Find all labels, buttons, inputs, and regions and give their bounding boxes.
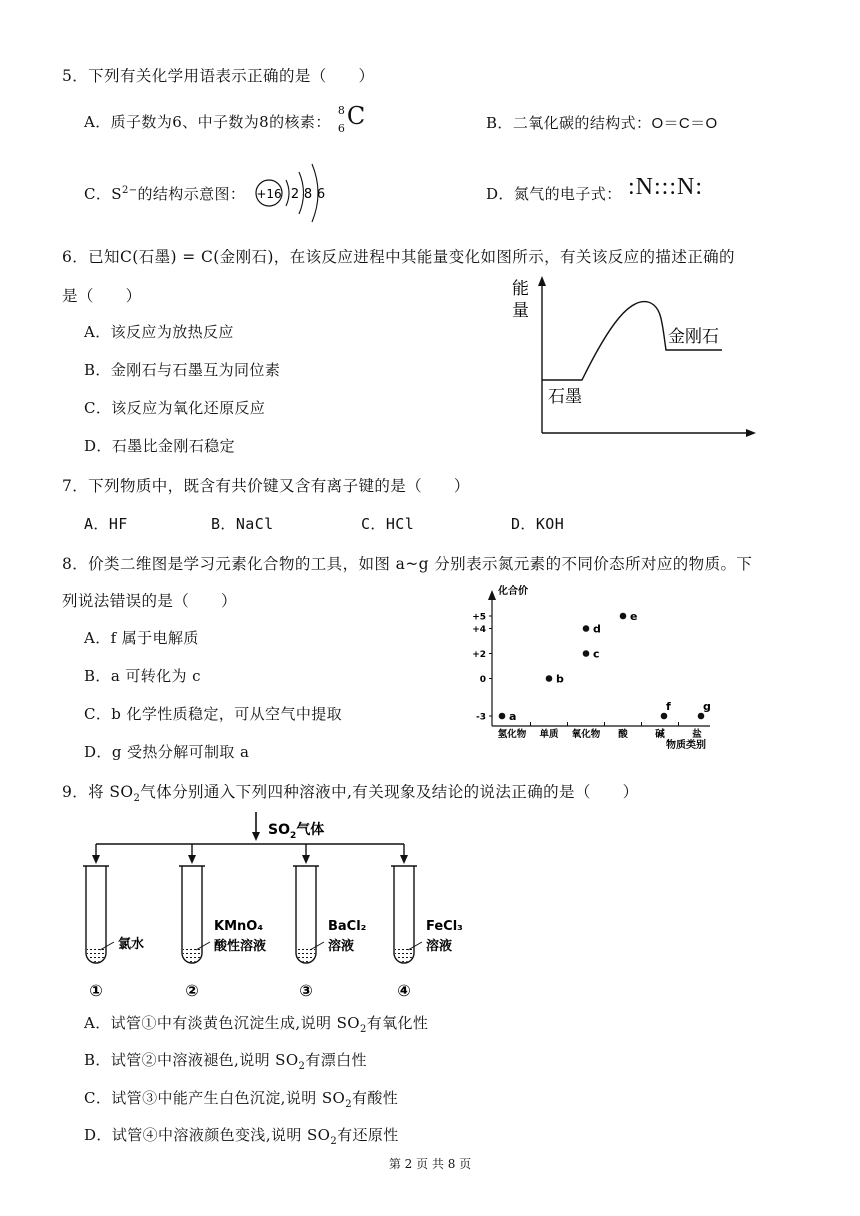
q6-option-b: B．金刚石与石墨互为同位素	[84, 361, 281, 379]
label-leader-line	[408, 942, 422, 950]
q9-option-b: B．试管②中溶液褪色,说明 $SO_2$有漂白性	[84, 1051, 367, 1072]
x-category-label: 氧化物	[571, 729, 601, 740]
q5-option-a-label: A．质子数为6、中子数为8的核素：	[84, 113, 331, 131]
mass-number: 8	[337, 104, 346, 117]
shell-electron-count-1: 2	[290, 187, 300, 202]
data-point-label-g: g	[703, 700, 711, 713]
q6-option-c: C．该反应为氧化还原反应	[84, 399, 266, 417]
q8-stem-line2: 列说法错误的是（ ）	[62, 592, 237, 610]
q7-option-b: B．NaCl	[211, 515, 274, 533]
q8-option-b: B．a 可转化为 c	[84, 667, 201, 685]
branch-arrow-icon	[92, 855, 100, 864]
y-tick-label: +4	[472, 625, 486, 635]
tube-reagent-line2: 溶液	[328, 939, 355, 954]
q5-option-c	[84, 183, 245, 204]
tube-reagent-line1: KMnO₄	[214, 919, 264, 934]
gas-inlet-arrow-icon	[252, 832, 260, 841]
label-leader-line	[100, 942, 114, 950]
q8-option-c: C．b 化学性质稳定，可从空气中提取	[84, 705, 343, 723]
tube-number: ④	[397, 981, 411, 1000]
data-point-label-d: d	[593, 622, 601, 636]
label-leader-line	[196, 942, 210, 950]
chart-x-label: 物质类别	[666, 740, 706, 751]
tube-reagent-line1: FeCl₃	[426, 919, 463, 934]
x-category-label: 盐	[692, 729, 702, 740]
tube-reagent-line2: 溶液	[426, 939, 453, 954]
x-category-label: 氢化物	[497, 729, 527, 740]
energy-diagram	[500, 268, 762, 440]
energy-label-top: 能	[512, 279, 529, 299]
valence-class-chart	[448, 576, 736, 752]
shell-electron-count-2: 8	[303, 187, 313, 202]
q9-stem-sub: 2	[133, 793, 141, 805]
q6-stem-line1: 6．已知C(石墨) = C(金刚石)，在该反应进程中其能量变化如图所示，有关该反应的描述正确的	[62, 248, 735, 266]
data-point-g	[698, 713, 705, 720]
q7-option-c: C．HCl	[361, 515, 415, 533]
branch-arrow-icon	[400, 855, 408, 864]
q5-option-c-label: C．S	[84, 185, 122, 203]
q9-stem-pre: 9．将 SO	[62, 783, 134, 801]
tube-number: ②	[185, 981, 199, 1000]
gas-label: $SO_2$气体	[268, 822, 325, 841]
shell-arc-2	[299, 172, 304, 214]
data-point-a	[499, 713, 506, 720]
data-point-label-a: a	[509, 710, 517, 723]
tube-reagent-line1: BaCl₂	[328, 919, 367, 934]
data-point-label-b: b	[556, 672, 564, 686]
co2-structural-formula: O＝C＝O	[651, 115, 718, 132]
data-point-c	[583, 650, 590, 657]
n2-lewis-structure: :N:::N:	[628, 174, 704, 200]
data-point-b	[546, 675, 553, 682]
q9-option-d: D．试管④中溶液颜色变浅,说明 $SO_2$有还原性	[84, 1126, 399, 1147]
q9-option-a: A．试管①中有淡黄色沉淀生成,说明 $SO_2$有氧化性	[84, 1014, 429, 1035]
branch-arrow-icon	[302, 855, 310, 864]
y-tick-label: +5	[472, 612, 486, 623]
q8-stem-line1: 8．价类二维图是学习元素化合物的工具，如图 a~g 分别表示氮元素的不同价态所对应的物质。下	[62, 555, 753, 573]
test-tubes-diagram	[70, 808, 490, 1008]
q9-stem-post: 气体分别通入下列四种溶液中,有关现象及结论的说法正确的是（ ）	[140, 783, 639, 801]
q8-option-a: A．f 属于电解质	[84, 629, 199, 647]
atomic-number: 6	[337, 122, 346, 135]
y-tick-label: +2	[472, 650, 486, 660]
q6-stem-line2: 是（ ）	[62, 287, 142, 305]
q5-option-a	[84, 102, 366, 136]
page-footer: 第 2 页 共 8 页	[388, 1157, 472, 1171]
tube-reagent-line2: 酸性溶液	[214, 939, 267, 954]
diamond-label: 金刚石	[668, 327, 719, 347]
data-point-label-c: c	[593, 647, 600, 661]
sulfide-charge: 2−	[121, 185, 138, 196]
label-leader-line	[310, 942, 324, 950]
q5-option-b-label: B．二氧化碳的结构式：	[486, 114, 652, 132]
q7-option-d: D．KOH	[511, 515, 565, 533]
x-category-label: 酸	[618, 729, 628, 740]
q5-option-c-tail: 的结构示意图：	[137, 185, 246, 203]
y-axis-arrow-icon	[538, 276, 546, 286]
q6-option-d: D．石墨比金刚石稳定	[84, 437, 236, 455]
data-point-d	[583, 625, 590, 632]
tube-number: ①	[89, 981, 103, 1000]
y-tick-label: 0	[479, 675, 486, 685]
shell-electron-count-3: 6	[316, 187, 326, 202]
q8-option-d: D．g 受热分解可制取 a	[84, 743, 250, 761]
graphite-label: 石墨	[548, 387, 582, 407]
q7-stem: 7．下列物质中，既含有共价键又含有离子键的是（ ）	[62, 477, 470, 495]
data-point-e	[620, 613, 627, 620]
element-symbol: C	[346, 102, 366, 130]
y-tick-label: -3	[476, 712, 486, 723]
shell-arc-1	[286, 180, 289, 206]
tube-reagent-line1: 氯水	[118, 937, 145, 952]
q5-option-d-label: D．氮气的电子式：	[486, 185, 622, 203]
data-point-f	[661, 713, 668, 720]
nucleus-label: +16	[256, 187, 282, 201]
tube-number: ③	[299, 981, 313, 1000]
q9-stem	[62, 780, 639, 804]
data-point-label-e: e	[630, 610, 638, 623]
q6-option-a: A．该反应为放热反应	[84, 323, 234, 341]
chart-y-label: 化合价	[498, 586, 528, 597]
branch-arrow-icon	[188, 855, 196, 864]
q9-option-c: C．试管③中能产生白色沉淀,说明 $SO_2$有酸性	[84, 1089, 399, 1110]
chart-y-arrow-icon	[488, 590, 496, 600]
x-axis-arrow-icon	[746, 429, 756, 437]
nuclide-symbol	[336, 102, 366, 136]
q5-option-d	[486, 183, 622, 204]
q7-option-a: A．HF	[84, 515, 128, 533]
energy-label-bottom: 量	[512, 301, 529, 321]
x-category-label: 碱	[655, 729, 665, 740]
data-point-label-f: f	[666, 700, 671, 713]
sulfide-ion-structure-diagram	[252, 158, 332, 228]
q5-option-b	[486, 112, 718, 133]
x-category-label: 单质	[539, 729, 559, 740]
q5-stem: 5．下列有关化学用语表示正确的是（ ）	[62, 67, 375, 85]
